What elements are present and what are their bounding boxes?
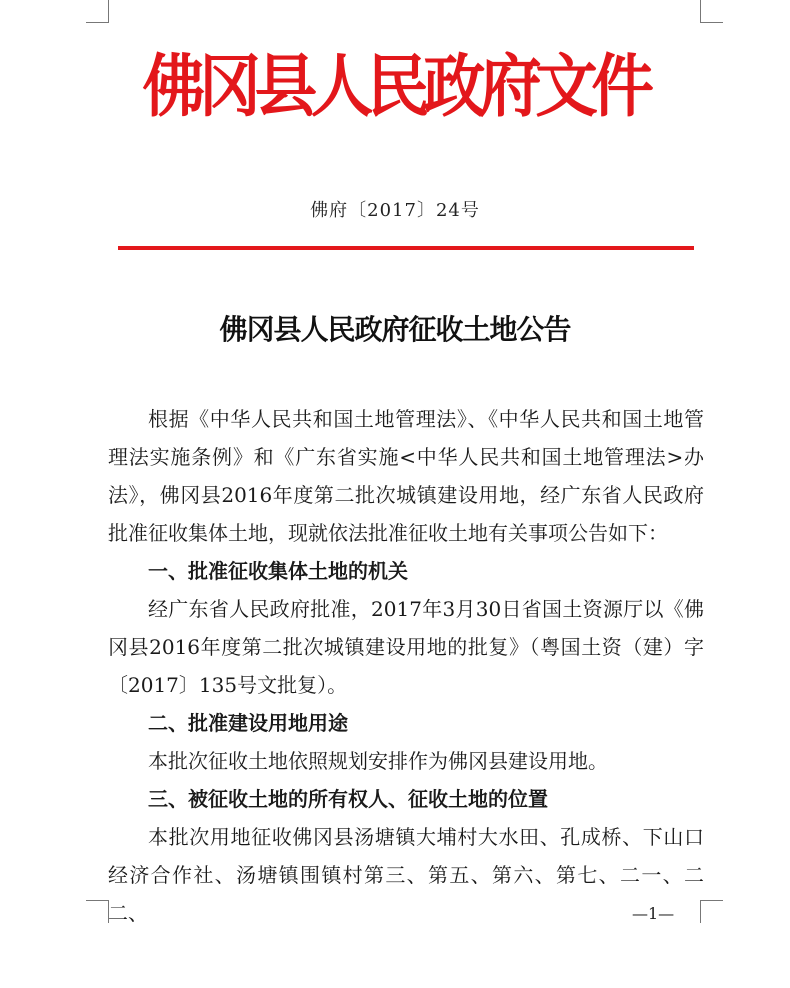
section-heading-3: 三、被征收土地的所有权人、征收土地的位置 bbox=[148, 787, 548, 811]
document-number: 佛府〔2017〕24号 bbox=[310, 200, 480, 221]
paragraph-intro: 根据《中华人民共和国土地管理法》、《中华人民共和国土地管理法实施条例》和《广东省实施<中华人民共和国土地管理法>办法》，佛冈县2016年度第二批次城镇建设用地，经广东省人民政府批准征收集体土地，现就依法批准征收土地有关事项公告如下： bbox=[108, 407, 704, 545]
crop-mark-top-left bbox=[86, 0, 109, 23]
red-divider-rule bbox=[118, 246, 694, 250]
paragraph-approval: 经广东省人民政府批准，2017年3月30日省国土资源厅以《佛冈县2016年度第二批次城镇建设用地的批复》（粤国土资（建）字〔2017〕135号文批复）。 bbox=[108, 597, 704, 697]
paragraph-location: 本批次用地征收佛冈县汤塘镇大埔村大水田、孔成桥、下山口经济合作社、汤塘镇围镇村第三、第五、第六、第七、二一、二二、 bbox=[108, 825, 704, 925]
document-masthead: 佛冈县人民政府文件 bbox=[142, 47, 648, 127]
paragraph-usage: 本批次征收土地依照规划安排作为佛冈县建设用地。 bbox=[148, 749, 608, 773]
crop-mark-top-right bbox=[700, 0, 723, 23]
document-body bbox=[108, 400, 704, 932]
page-title: 佛冈县人民政府征收土地公告 bbox=[219, 313, 571, 346]
crop-mark-bottom-left bbox=[86, 900, 109, 923]
section-heading-1: 一、批准征收集体土地的机关 bbox=[148, 559, 408, 583]
crop-mark-bottom-right bbox=[700, 900, 723, 923]
page-number: —1— bbox=[632, 904, 675, 923]
section-heading-2: 二、批准建设用地用途 bbox=[148, 711, 348, 735]
